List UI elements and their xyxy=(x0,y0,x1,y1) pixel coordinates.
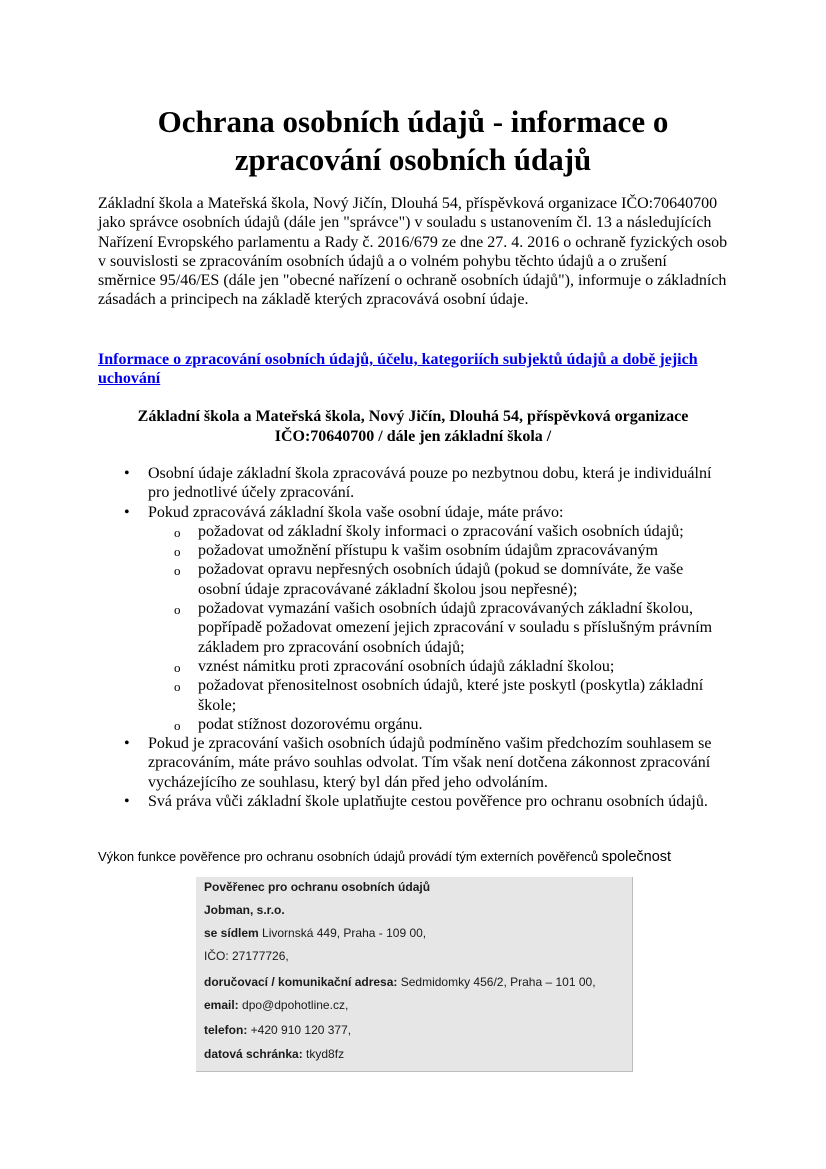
bullet-text: Svá práva vůči základní škole uplatňujte cestou pověřence pro ochranu osobních údajů. xyxy=(148,793,708,811)
email-value: dpo@dpohotline.cz, xyxy=(238,998,349,1012)
dpo-ico: IČO: 27177726, xyxy=(204,949,289,963)
phone-label: telefon: xyxy=(204,1023,248,1037)
bullet-text: Osobní údaje základní škola zpracovává pouze po nezbytnou dobu, která je individuální pro jednotlivé účely zpracování. xyxy=(148,465,712,502)
seat-label: se sídlem xyxy=(204,926,259,940)
rights-list-item: o podat stížnost dozorovému orgánu. xyxy=(198,715,728,734)
page-title xyxy=(98,103,728,179)
org-line-2: IČO:70640700 / dále jen základní škola / xyxy=(274,428,552,445)
rights-list xyxy=(148,522,728,734)
list-item xyxy=(148,503,728,735)
rights-list-item: o požadovat přenositelnost osobních údajů, které jste poskytl (poskytla) základní škole; xyxy=(198,676,728,715)
dpo-email xyxy=(204,998,348,1012)
databox-label: datová schránka: xyxy=(204,1047,303,1061)
dpo-address xyxy=(204,975,596,989)
bullet-list xyxy=(98,464,728,811)
dpo-sentence-text: Výkon funkce pověřence pro ochranu osobních údajů provádí tým externích pověřenců xyxy=(98,849,599,864)
address-value: Sedmidomky 456/2, Praha – 101 00, xyxy=(397,975,596,989)
title-line-1: Ochrana osobních údajů - informace o xyxy=(157,104,669,139)
list-item xyxy=(148,792,728,811)
bullet-text: Pokud je zpracování vašich osobních údajů podmíněno vašim předchozím souhlasem se zpracováním, máte právo souhlas odvolat. Tím však není dotčena zákonnost zpracování vycházejícího ze souhlasu, který byl dán před jeho odvoláním. xyxy=(148,735,712,791)
rights-list-item: o požadovat od základní školy informaci o zpracování vašich osobních údajů; xyxy=(198,522,728,541)
databox-value: tkyd8fz xyxy=(302,1047,345,1061)
address-label: doručovací / komunikační adresa: xyxy=(204,975,398,989)
seat-value: Livornská 449, Praha - 109 00, xyxy=(258,926,427,940)
phone-value: +420 910 120 377, xyxy=(247,1023,352,1037)
list-item xyxy=(148,734,728,792)
rights-list-item: o požadovat vymazání vašich osobních údajů zpracovávaných základní školou, popřípadě požadovat omezení jejich zpracování v souladu s příslušným právním základem pro zpracování osobních údajů; xyxy=(198,599,728,657)
rights-list-item: o vznést námitku proti zpracování osobních údajů základní školou; xyxy=(198,657,728,676)
org-line-1: Základní škola a Mateřská škola, Nový Jičín, Dlouhá 54, příspěvková organizace xyxy=(137,408,689,425)
dpo-company: Jobman, s.r.o. xyxy=(204,903,285,917)
title-line-2: zpracování osobních údajů xyxy=(234,142,592,177)
list-item xyxy=(148,464,728,503)
rights-list-item: o požadovat opravu nepřesných osobních údajů (pokud se domníváte, že vaše osobní údaje zpracovávané základní školou jsou nepřesné); xyxy=(198,560,728,599)
intro-paragraph: Základní škola a Mateřská škola, Nový Jičín, Dlouhá 54, příspěvková organizace IČO:70640700 jako správce osobních údajů (dále jen "správce") v souladu s ustanovením čl. 13 a následujících Nařízení Evropského parlamentu a Rady č. 2016/679 ze dne 27. 4. 2016 o ochraně fyzických osob v souvislosti se zpracováním osobních údajů a o volném pohybu těchto údajů a o zrušení směrnice 95/46/ES (dále jen "obecné nařízení o ochraně osobních údajů"), informuje o základních zásadách a principech na základě kterých zpracovává osobní údaje. xyxy=(98,195,728,309)
dpo-heading: Pověřenec pro ochranu osobních údajů xyxy=(204,880,431,894)
processing-info-link[interactable]: Informace o zpracování osobních údajů, účelu, kategoriích subjektů údajů a době jejich uchování xyxy=(98,351,698,388)
dpo-seat xyxy=(204,926,426,940)
rights-list-item: o požadovat umožnění přístupu k vašim osobním údajům zpracovávaným xyxy=(198,541,728,560)
dpo-contact-box xyxy=(196,877,633,1072)
bullet-text: Pokud zpracovává základní škola vaše osobní údaje, máte právo: xyxy=(148,503,564,521)
email-label: email: xyxy=(204,998,239,1012)
dpo-company-word: společnost xyxy=(601,849,672,865)
dpo-intro-sentence xyxy=(98,848,738,866)
dpo-phone xyxy=(204,1023,351,1037)
dpo-databox xyxy=(204,1047,344,1061)
organization-heading xyxy=(98,407,728,447)
